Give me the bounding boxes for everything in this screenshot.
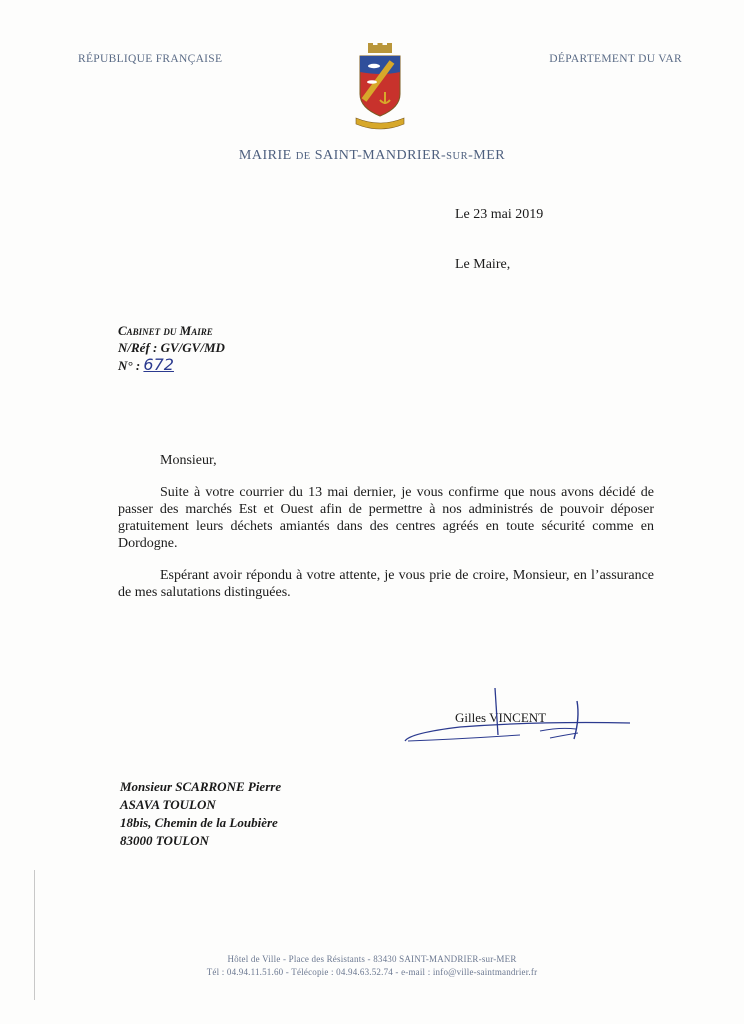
recipient-street: 18bis, Chemin de la Loubière [120, 815, 278, 830]
recipient-city: 83000 TOULON [120, 833, 209, 848]
recipient-organization: ASAVA TOULON [120, 797, 216, 812]
footer [0, 953, 744, 979]
salutation: Monsieur, [160, 453, 217, 468]
reference-block [118, 322, 225, 374]
body-paragraph-1: Suite à votre courrier du 13 mai dernier, je vous confirme que nous avons décidé de passer des marchés Est et Ouest afin de permettre à nos administrés de pouvoir déposer gratuitement leurs déchets amiantés dans des centres agréés en toute sécurité comme en Dordogne. [118, 485, 654, 551]
header-departement: DÉPARTEMENT DU VAR [549, 53, 682, 65]
letter-date: Le 23 mai 2019 [455, 207, 544, 222]
reference-code: N/Réf : GV/GV/MD [118, 340, 225, 355]
footer-contact: Tél : 04.94.11.51.60 - Télécopie : 04.94.63.52.74 - e-mail : info@ville-saintmandrier.fr [206, 967, 538, 977]
page-edge-mark [34, 870, 35, 1000]
sender: Le Maire, [455, 257, 511, 272]
footer-address: Hôtel de Ville - Place des Résistants - 83430 SAINT-MANDRIER-sur-MER [227, 954, 517, 964]
handwritten-number: 672 [143, 355, 174, 374]
coat-of-arms-icon [352, 42, 408, 132]
handwritten-signature [400, 683, 640, 753]
header-republique: RÉPUBLIQUE FRANÇAISE [78, 53, 223, 65]
signer-name: Gilles VINCENT [455, 710, 547, 725]
mairie-title: MAIRIE DE SAINT-MANDRIER-SUR-MER [238, 148, 506, 163]
recipient-address [120, 778, 281, 850]
body-paragraph-2: Espérant avoir répondu à votre attente, je vous prie de croire, Monsieur, en l’assurance de mes salutations distinguées. [118, 568, 654, 600]
recipient-name: Monsieur SCARRONE Pierre [120, 779, 282, 794]
reference-number: N° : 672 [118, 355, 174, 374]
cabinet-label: Cabinet du Maire [118, 323, 213, 338]
